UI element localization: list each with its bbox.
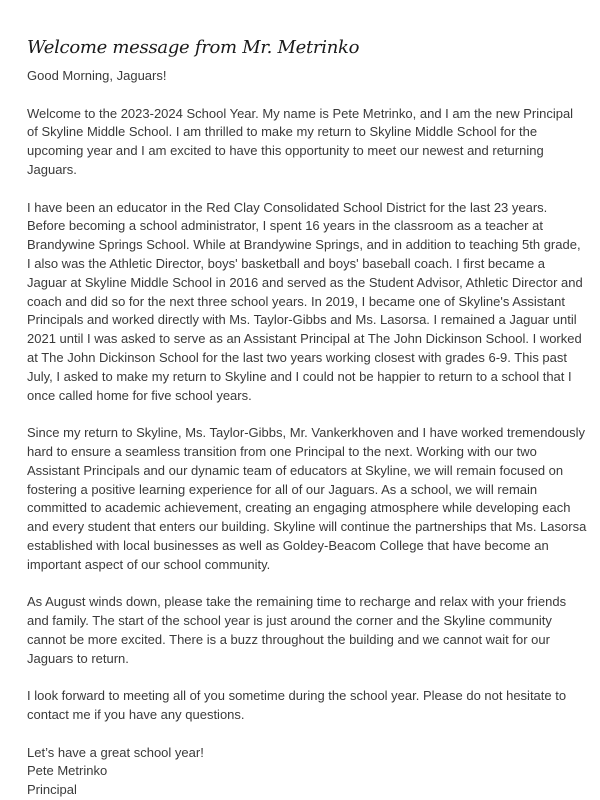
page-title: Welcome message from Mr. Metrinko	[27, 37, 360, 58]
paragraph-contact: I look forward to meeting all of you sometime during the school year. Please do not hesitate to contact me if you have any questions.	[27, 688, 567, 723]
signer-name: Pete Metrinko	[27, 763, 108, 779]
signer-role: Principal	[27, 782, 77, 798]
signature-block	[27, 744, 587, 800]
paragraph-welcome: Welcome to the 2023-2024 School Year. My name is Pete Metrinko, and I am the new Principal of Skyline Middle School. I am thrilled to make my return to Skyline Middle School for the upcoming year and I am excited to have this opportunity to meet our newest and returning Jaguars.	[27, 105, 574, 177]
closing-line: Let’s have a great school year!	[27, 744, 204, 760]
paragraph-august: As August winds down, please take the remaining time to recharge and relax with your friends and family. The start of the school year is just around the corner and the Skyline community cannot be more excited. There is a buzz throughout the building and we cannot wait for our Jaguars to return.	[27, 594, 567, 666]
greeting: Good Morning, Jaguars!	[27, 68, 167, 83]
paragraph-background: I have been an educator in the Red Clay Consolidated School District for the last 23 years. Before becoming a school administrator, I spent 16 years in the classroom as a teacher at Brandywine Springs School. While at Brandywine Springs, and in addition to teaching 5th grade, I also was the Athletic Director, boys' basketball and boys' baseball coach. I first became a Jaguar at Skyline Middle School in 2016 and served as the Student Advisor, Athletic Director and coach and did so for the next three school years. In 2019, I became one of Skyline's Assistant Principals and worked directly with Ms. Taylor-Gibbs and Ms. Lasorsa. I remained a Jaguar until 2021 until I was asked to serve as an Assistant Principal at The John Dickinson School. I worked at The John Dickinson School for the last two years working closest with grades 6-9. This past July, I asked to make my return to Skyline and I could not be happier to return to a school that I once called home for five school years.	[27, 199, 583, 403]
paragraph-transition: Since my return to Skyline, Ms. Taylor-Gibbs, Mr. Vankerkhoven and I have worked tremendously hard to ensure a seamless transition from one Principal to the next. Working with our two Assistant Principals and our dynamic team of educators at Skyline, we will remain focused on fostering a positive learning experience for all of our Jaguars. As a school, we will remain committed to academic achievement, creating an engaging atmosphere while developing each and every student that enters our building. Skyline will continue the partnerships that Ms. Lasorsa established with local businesses as well as Goldey-Beacom College that have become an important aspect of our school community.	[27, 425, 587, 572]
welcome-message	[27, 34, 587, 800]
